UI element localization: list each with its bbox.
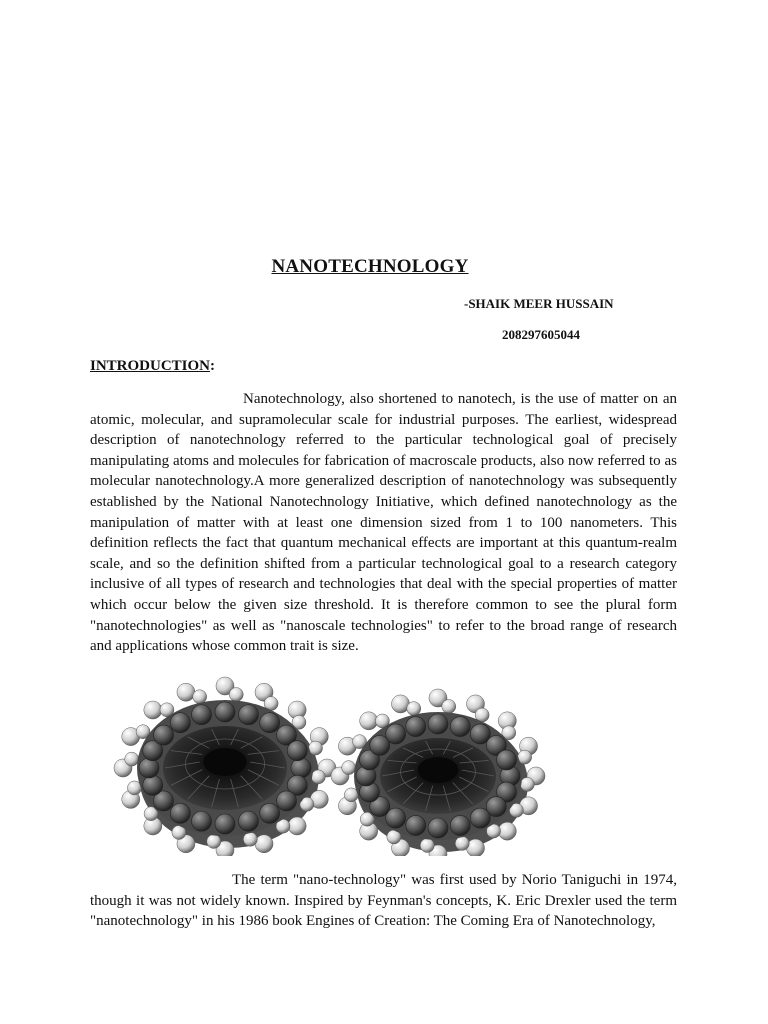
section-heading-colon: :	[210, 358, 216, 374]
document-title: NANOTECHNOLOGY	[271, 256, 469, 277]
author-name: -SHAIK MEER HUSSAIN	[464, 296, 614, 311]
roll-number: 208297605044	[502, 327, 580, 342]
introduction-paragraph: Nanotechnology, also shortened to nanotech, is the use of matter on an atomic, molecular, and supramolecular scale for industrial purposes. The earliest, widespread description of nanotechnology referred to the particular technological goal of precisely manipulating atoms and molecules for fabrication of macroscale products, also now referred to as molecular nanotechnology.A more generalized description of nanotechnology was subsequently established by the National Nanotechnology Initiative, which defined nanotechnology as the manipulation of matter with at least one dimension sized from 1 to 100 nanometers. This definition reflects the fact that quantum mechanical effects are important at this quantum-realm scale, and so the definition shifted from a particular technological goal to a research category inclusive of all types of research and technologies that deal with the special properties of matter which occur below the given size threshold. It is therefore common to see the plural form "nanotechnologies" as well as "nanoscale technologies" to refer to the broad range of research and applications whose common trait is size.	[90, 391, 677, 655]
molecular-gears-icon	[100, 676, 570, 856]
gear-right	[331, 689, 545, 856]
history-paragraph: The term "nano-technology" was first used by Norio Taniguchi in 1974, though it was not widely known. Inspired by Feynman's concepts, K. Eric Drexler used the term "nanotechnology" in his 1986 book Engines of Creation: The Coming Era of Nanotechnology,	[90, 872, 677, 930]
section-heading-introduction	[90, 358, 215, 375]
gear-left	[114, 677, 336, 856]
molecular-gears-figure	[100, 676, 570, 856]
section-heading-text: INTRODUCTION	[90, 358, 211, 374]
